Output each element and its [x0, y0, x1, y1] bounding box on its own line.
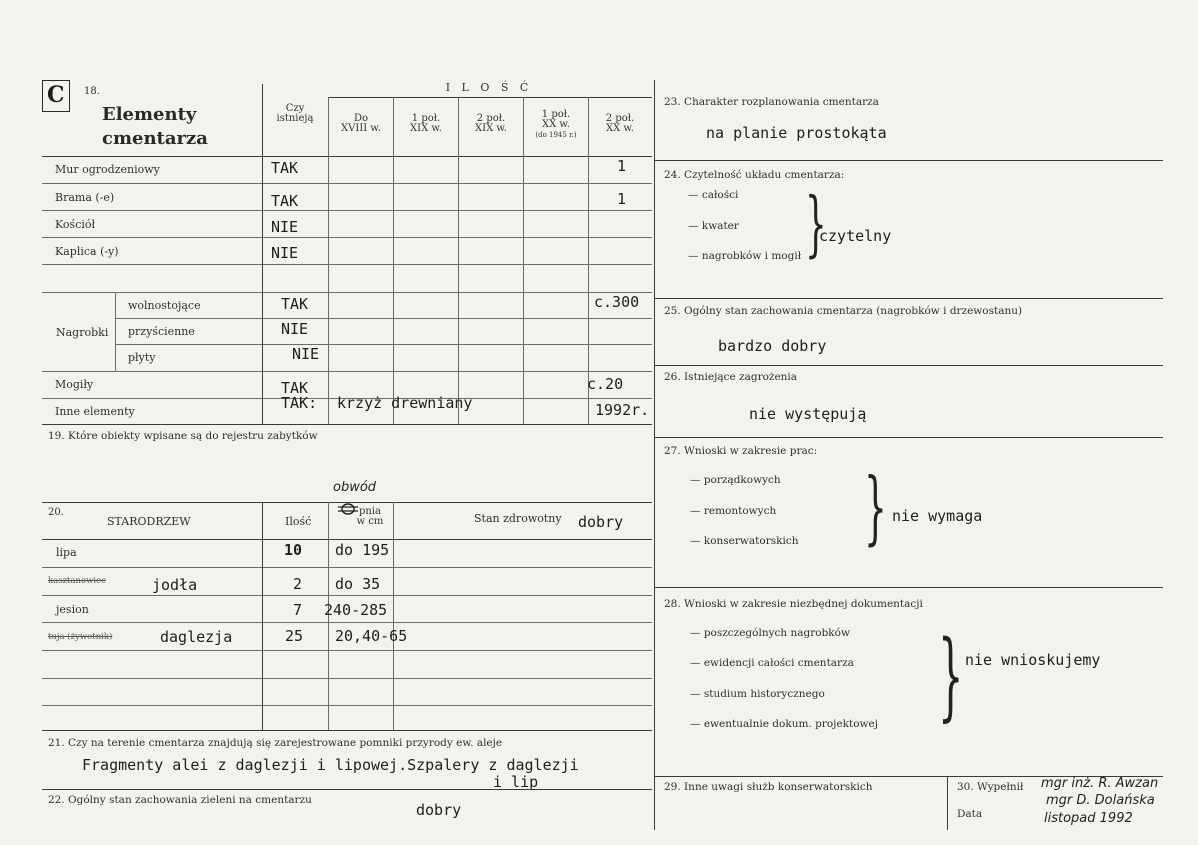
- s23-label: 23. Charakter rozplanowania cmentarza: [664, 96, 879, 108]
- tree-name-3: daglezja: [160, 628, 233, 646]
- s21-label: 21. Czy na terenie cmentarza znajdują się zarejestrowane pomniki przyrody ew. aleje: [48, 737, 503, 749]
- s30-name-0: mgr inż. R. Awzan: [1041, 776, 1159, 791]
- nagrobki-exists-wolnostojace: TAK: [281, 295, 309, 313]
- s27-item-2: — konserwatorskich: [690, 535, 799, 547]
- period-header-1: 1 poł. XIX w.: [410, 113, 442, 134]
- tree-qty-0: 10: [284, 541, 303, 559]
- s20-stan-label: Stan zdrowotny: [474, 512, 562, 525]
- section-number: 18.: [84, 86, 100, 97]
- period-header-2: 2 poł. XIX w.: [475, 113, 507, 134]
- period-header-3: 1 poł. XX w. (do 1945 r.): [535, 109, 577, 139]
- section-title-line2: cmentarza: [102, 128, 208, 149]
- nagrobki-label-plyty: płyty: [128, 351, 156, 364]
- row-value-mogily: c.20: [587, 375, 624, 393]
- row-label-mur: Mur ogrodzeniowy: [55, 163, 160, 176]
- nagrobki-exists-przyscienne: NIE: [281, 320, 309, 338]
- tree-qty-2: 7: [293, 601, 303, 619]
- s20-ilosc-header: Ilość: [285, 515, 312, 528]
- s20-obwod-handwritten: obwód: [333, 480, 377, 495]
- s20-title: STARODRZEW: [107, 515, 191, 528]
- tree-struck-3: tuja (żywotnik): [48, 632, 113, 642]
- s29-label: 29. Inne uwagi służb konserwatorskich: [664, 781, 873, 793]
- s24-label: 24. Czytelność układu cmentarza:: [664, 169, 845, 181]
- col-header-ilosc: I L O Ś Ć: [445, 81, 533, 94]
- s24-item-2: — nagrobków i mogił: [688, 250, 802, 262]
- s20-number: 20.: [48, 507, 64, 518]
- s30-label: 30. Wypełnił: [957, 781, 1024, 793]
- nagrobki-label: Nagrobki: [56, 326, 109, 339]
- s24-value: czytelny: [819, 227, 892, 245]
- row-exists-mur: TAK: [271, 159, 299, 177]
- col-header-czy: [262, 104, 328, 124]
- s22-label: 22. Ogólny stan zachowania zieleni na cmentarzu: [48, 794, 312, 806]
- tree-qty-3: 25: [285, 627, 304, 645]
- row-exists-inne: TAK:: [281, 394, 318, 412]
- row-exists-kaplica: NIE: [271, 244, 299, 262]
- period-header-4: 2 poł. XX w.: [605, 113, 635, 134]
- s22-value: dobry: [416, 801, 462, 819]
- s20-stan-value: dobry: [578, 513, 624, 531]
- s28-item-1: — ewidencji całości cmentarza: [690, 657, 854, 669]
- s25-value: bardzo dobry: [718, 337, 827, 355]
- s28-brace-icon: }: [938, 622, 964, 733]
- s30-name-1: mgr D. Dolańska: [1046, 793, 1155, 808]
- tree-size-2: 240-285: [324, 601, 388, 619]
- s24-item-1: — kwater: [688, 220, 739, 232]
- s20-pnia-header: pnia w cm: [356, 506, 384, 527]
- s28-item-3: — ewentualnie dokum. projektowej: [690, 718, 878, 730]
- s27-value: nie wymaga: [892, 507, 983, 525]
- tree-size-0: do 195: [335, 541, 390, 559]
- s27-item-1: — remontowych: [690, 505, 777, 517]
- s23-value: na planie prostokąta: [706, 124, 887, 142]
- row-exists-mogily: TAK: [281, 379, 309, 397]
- row-value-inne: 1992r.: [595, 401, 650, 419]
- s30-date: listopad 1992: [1044, 811, 1133, 826]
- tree-name-2: jesion: [56, 603, 89, 616]
- s28-label: 28. Wnioski w zakresie niezbędnej dokumentacji: [664, 598, 923, 610]
- czy-line2: istnieją: [276, 113, 314, 124]
- s28-item-0: — poszczególnych nagrobków: [690, 627, 850, 639]
- section-letter: C: [47, 82, 65, 108]
- s27-brace-icon: }: [864, 464, 887, 555]
- s21-value-line1: Fragmenty alei z daglezji i lipowej.Szpalery z daglezji: [82, 756, 579, 774]
- row-label-mogily: Mogiły: [55, 378, 94, 391]
- s19-label: 19. Które obiekty wpisane są do rejestru zabytków: [48, 430, 318, 442]
- s26-label: 26. Istniejące zagrożenia: [664, 371, 798, 383]
- row-label-inne: Inne elementy: [55, 405, 135, 418]
- czy-line1: Czy: [285, 103, 305, 114]
- s30-data-label: Data: [957, 808, 983, 820]
- row-exists-kosciol: NIE: [271, 218, 299, 236]
- tree-size-1: do 35: [335, 575, 381, 593]
- row-value-brama: 1: [617, 190, 627, 208]
- section-title-line1: Elementy: [102, 104, 197, 125]
- row-value-mur: 1: [617, 157, 627, 175]
- tree-size-3: 20,40-65: [335, 627, 408, 645]
- s24-brace-icon: }: [805, 183, 827, 267]
- tree-struck-1: kasztanowiec: [48, 576, 106, 586]
- row-label-kosciol: Kościół: [55, 218, 96, 231]
- s21-value-line2: i lip: [493, 773, 539, 791]
- row-label-brama: Brama (-e): [55, 191, 115, 204]
- s26-value: nie występują: [749, 405, 867, 423]
- row-exists-brama: TAK: [271, 192, 299, 210]
- s27-item-0: — porządkowych: [690, 474, 781, 486]
- row-desc-inne: krzyż drewniany: [337, 394, 473, 412]
- nagrobki-exists-plyty: NIE: [292, 345, 320, 363]
- s28-item-2: — studium historycznego: [690, 688, 825, 700]
- s24-item-0: — całości: [688, 189, 739, 201]
- tree-name-0: lipa: [56, 546, 77, 559]
- nagrobki-label-wolnostojace: wolnostojące: [128, 299, 201, 312]
- s27-label: 27. Wnioski w zakresie prac:: [664, 445, 818, 457]
- s25-label: 25. Ogólny stan zachowania cmentarza (nagrobków i drzewostanu): [664, 305, 1023, 317]
- period-header-0: Do XVIII w.: [341, 113, 381, 134]
- row-label-kaplica: Kaplica (-y): [55, 245, 119, 258]
- tree-name-1: jodła: [152, 576, 198, 594]
- nagrobki-value-wolnostojace: c.300: [594, 293, 640, 311]
- s28-value: nie wnioskujemy: [965, 651, 1101, 669]
- tree-qty-1: 2: [293, 575, 303, 593]
- nagrobki-label-przyscienne: przyścienne: [128, 325, 195, 338]
